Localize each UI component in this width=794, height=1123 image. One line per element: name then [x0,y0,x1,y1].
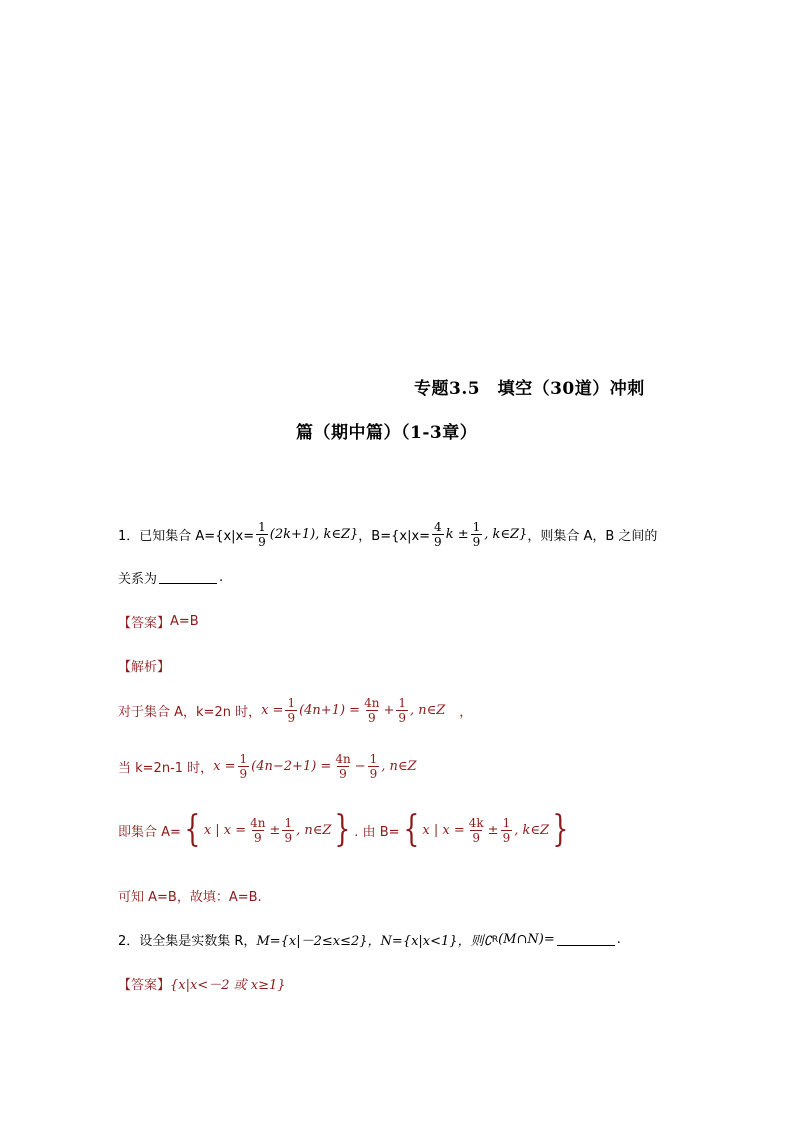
q1-line2-text: 关系为 [118,572,158,587]
answer-2-value: {x|x<－2 或 x≥1} [170,978,286,993]
q1-text-c: ，B={x|x= [358,529,431,544]
answer-blank-2 [557,934,615,946]
answer-2 [118,974,286,993]
q1-fraction-b1: $\frac{4}{9}$ [434,520,442,549]
q1-text-f: ，则集合 A，B 之间的 [527,529,658,544]
sol-l3-fraction-3: $\frac{4k}{9}$ [468,815,484,845]
q1-text-b: (2k+1), k∈Z} [269,527,359,542]
sol-l2-fraction-3: $\frac{1}{9}$ [369,752,378,781]
answer-1-value: A=B [170,614,199,629]
analysis-label: 【解析】 [118,660,171,675]
solution-line-2: 当 k=2n-1 时， x = $\frac{1}{9}$ (4n−2+1) = $\frac{4n}{9}$ − $\frac{1}{9}$ , n∈Z [118,752,417,781]
question-1 [118,520,657,549]
sol-l3-fraction-4: $\frac{1}{9}$ [502,815,511,845]
sol-l1-fraction-2: $\frac{4n}{9}$ [364,696,380,725]
sol-l2-fraction-2: $\frac{4n}{9}$ [335,752,351,781]
answer-1 [118,612,199,631]
answer-2-label: 【答案】 [118,978,171,993]
sol-l3-fraction-2: $\frac{1}{9}$ [284,815,293,845]
solution-line-3: 即集合 A= { x | x = $\frac{4n}{9}$ ± $\frac{1}{9}$ , n∈Z } . 由 B= { x | x = $\frac{4k}{9}$ ± $\frac{1}{9}$ , k∈Z } [118,809,569,850]
q1-fraction-b2: $\frac{1}{9}$ [472,520,481,549]
q1-fraction-a: $\frac{1}{9}$ [258,520,266,549]
question-2: 2．设全集是实数集 R， M={x|－2≤x≤2}，N={x|x<1}，则∁ R (M∩N)= . [118,932,621,949]
title-line-1: 专题3.5 填空（30道）冲刺 [414,379,645,399]
q1-text-d: k ± [445,527,469,542]
answer-1-label: 【答案】 [118,616,171,631]
answer-blank [159,572,217,584]
title-line-2: 篇（期中篇）（1-3章） [296,423,478,443]
q1-text-e: , k∈Z} [484,527,528,542]
question-1-line-2: 关系为 . [118,570,224,587]
sol-l3-fraction-1: $\frac{4n}{9}$ [250,815,266,845]
solution-line-4: 可知 A=B，故填：A=B. [118,890,262,905]
sol-l2-fraction-1: $\frac{1}{9}$ [239,752,248,781]
q1-text-a: 1．已知集合 A={x|x= [118,529,255,544]
sol-l1-fraction-1: $\frac{1}{9}$ [287,696,296,725]
sol-l1-fraction-3: $\frac{1}{9}$ [398,696,406,725]
solution-line-1: 对于集合 A，k=2n 时， x = $\frac{1}{9}$ (4n+1) = $\frac{4n}{9}$ + $\frac{1}{9}$ , n∈Z ， [118,696,473,725]
